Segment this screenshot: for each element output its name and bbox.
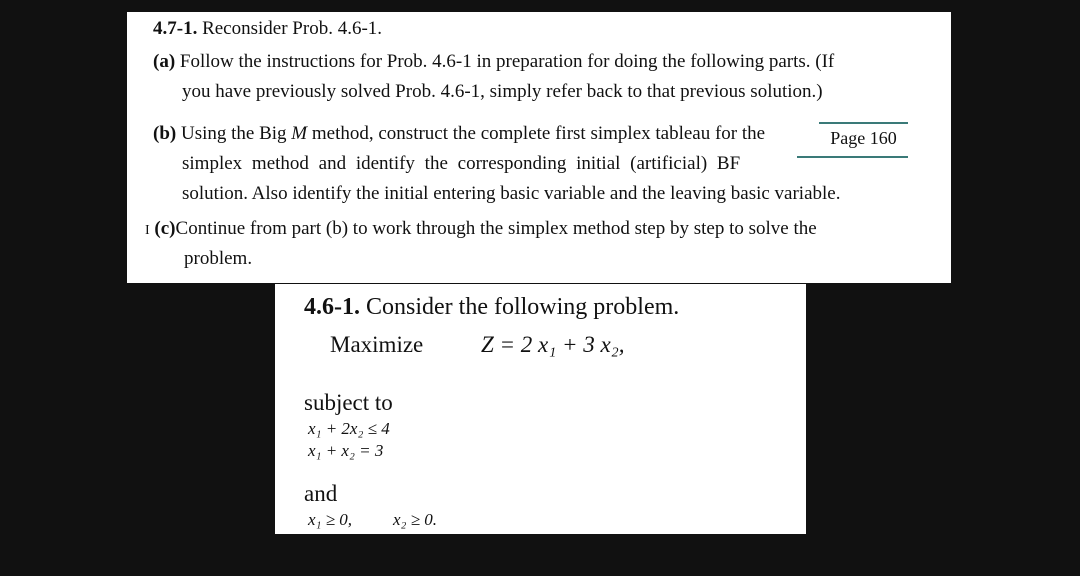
part-c-text-1: Continue from part (b) to work through the simplex method step by step to solve the: [175, 218, 817, 239]
nonnegativity-x1: x₁ ≥ 0,: [308, 510, 353, 529]
big-m-symbol: M: [291, 123, 308, 144]
part-c-label: (c): [154, 218, 176, 239]
bf-overline-divider: [797, 156, 821, 158]
problem-4-6-1-heading: [304, 293, 679, 321]
part-c-line-2: problem.: [184, 248, 253, 269]
and-label: and: [304, 481, 338, 506]
objective-function: Z = 2 x₁ + 3 x₂,: [481, 332, 625, 357]
constraint-1: x₁ + 2x₂ ≤ 4: [308, 419, 390, 438]
problem-4-7-1-heading: [153, 18, 382, 40]
subject-to-label: subject to: [304, 390, 393, 415]
part-c-line-1: [145, 218, 817, 242]
part-b-text-pre: Using the Big: [180, 123, 287, 144]
part-a-line-2: you have previously solved Prob. 4.6-1, simply refer back to that previous solution.): [182, 81, 823, 102]
problem-4-6-1-title: Consider the following problem.: [366, 294, 680, 320]
part-a-line-1: [153, 51, 834, 73]
problem-4-6-1-number: 4.6-1.: [304, 294, 360, 320]
problem-4-7-1-title: Reconsider Prob. 4.6-1.: [202, 18, 383, 39]
problem-4-7-1-panel: [127, 12, 951, 283]
part-b-line-2: simplex method and identify the corresponding initial (artificial) BF: [182, 153, 741, 174]
part-b-text-post: method, construct the complete first simplex tableau for the: [311, 123, 766, 144]
problem-4-6-1-panel: [275, 284, 806, 534]
page-160-marker: Page 160: [819, 122, 908, 158]
nonnegativity-x2: x₂ ≥ 0.: [393, 510, 438, 529]
part-a-label: (a): [153, 51, 176, 72]
part-c-margin-marker: I: [145, 223, 150, 238]
part-b-line-3: solution. Also identify the initial entering basic variable and the leaving basic variable.: [182, 183, 841, 204]
part-a-text-1: Follow the instructions for Prob. 4.6-1 in preparation for doing the following parts. (If: [179, 51, 835, 72]
part-b-label: (b): [153, 123, 177, 144]
maximize-label: Maximize: [330, 332, 424, 357]
part-b-line-1: [153, 123, 765, 145]
problem-4-7-1-number: 4.7-1.: [153, 18, 198, 39]
constraint-2: x₁ + x₂ = 3: [308, 441, 384, 460]
